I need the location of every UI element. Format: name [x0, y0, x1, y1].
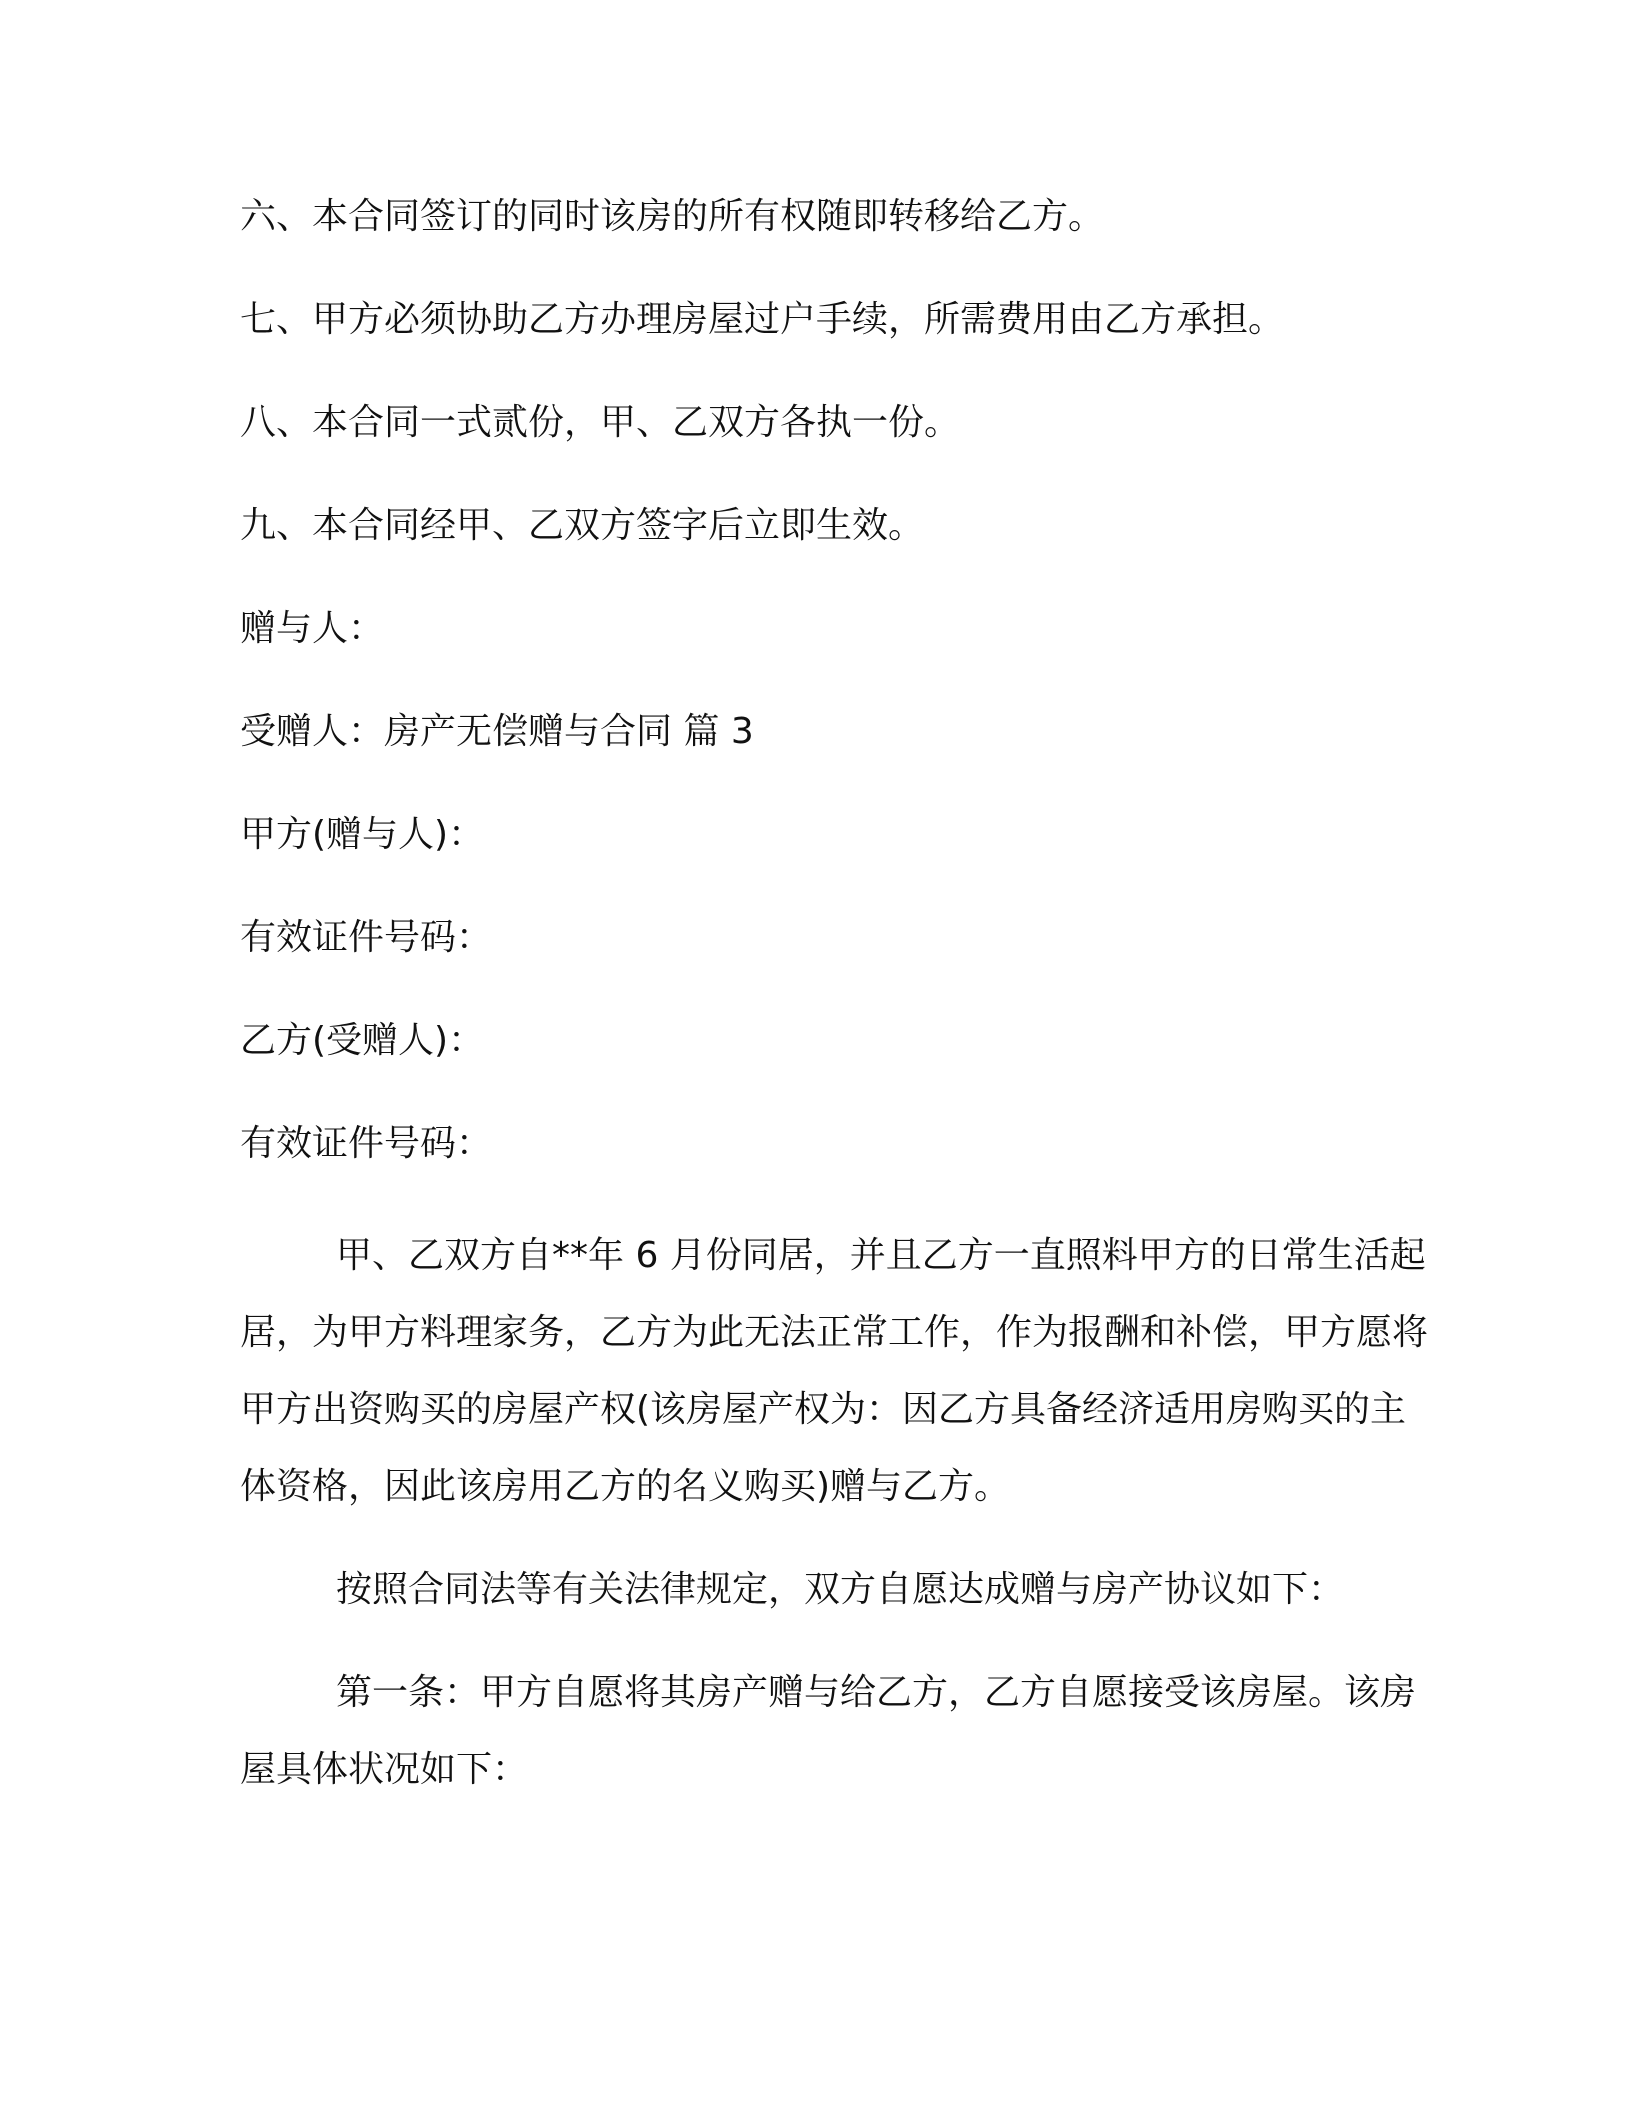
article-1: 第一条：甲方自愿将其房产赠与给乙方，乙方自愿接受该房屋。该房屋具体状况如下：	[240, 1672, 1417, 1790]
party-b-id-label: 有效证件号码：	[240, 1123, 493, 1164]
clause-6: 六、本合同签订的同时该房的所有权随即转移给乙方。	[240, 196, 1105, 237]
agreement-intro: 按照合同法等有关法律规定，双方自愿达成赠与房产协议如下：	[336, 1569, 1345, 1610]
donor-label: 赠与人：	[240, 608, 385, 649]
clause-7: 七、甲方必须协助乙方办理房屋过户手续，所需费用由乙方承担。	[240, 299, 1285, 340]
clause-9: 九、本合同经甲、乙双方签字后立即生效。	[240, 505, 925, 546]
background-paragraph: 甲、乙双方自**年 6 月份同居，并且乙方一直照料甲方的日常生活起居，为甲方料理家务，乙方为此无法正常工作，作为报酬和补偿，甲方愿将甲方出资购买的房屋产权(该房屋产权为：因乙方具备经济适用房购买的主体资格，因此该房用乙方的名义购买)赠与乙方。	[240, 1235, 1429, 1507]
donee-label: 受赠人：房产无偿赠与合同 篇 3	[240, 711, 754, 752]
party-b-label: 乙方(受赠人)：	[240, 1020, 485, 1061]
clause-8: 八、本合同一式贰份，甲、乙双方各执一份。	[240, 402, 961, 443]
party-a-label: 甲方(赠与人)：	[240, 814, 485, 855]
party-a-id-label: 有效证件号码：	[240, 917, 493, 958]
